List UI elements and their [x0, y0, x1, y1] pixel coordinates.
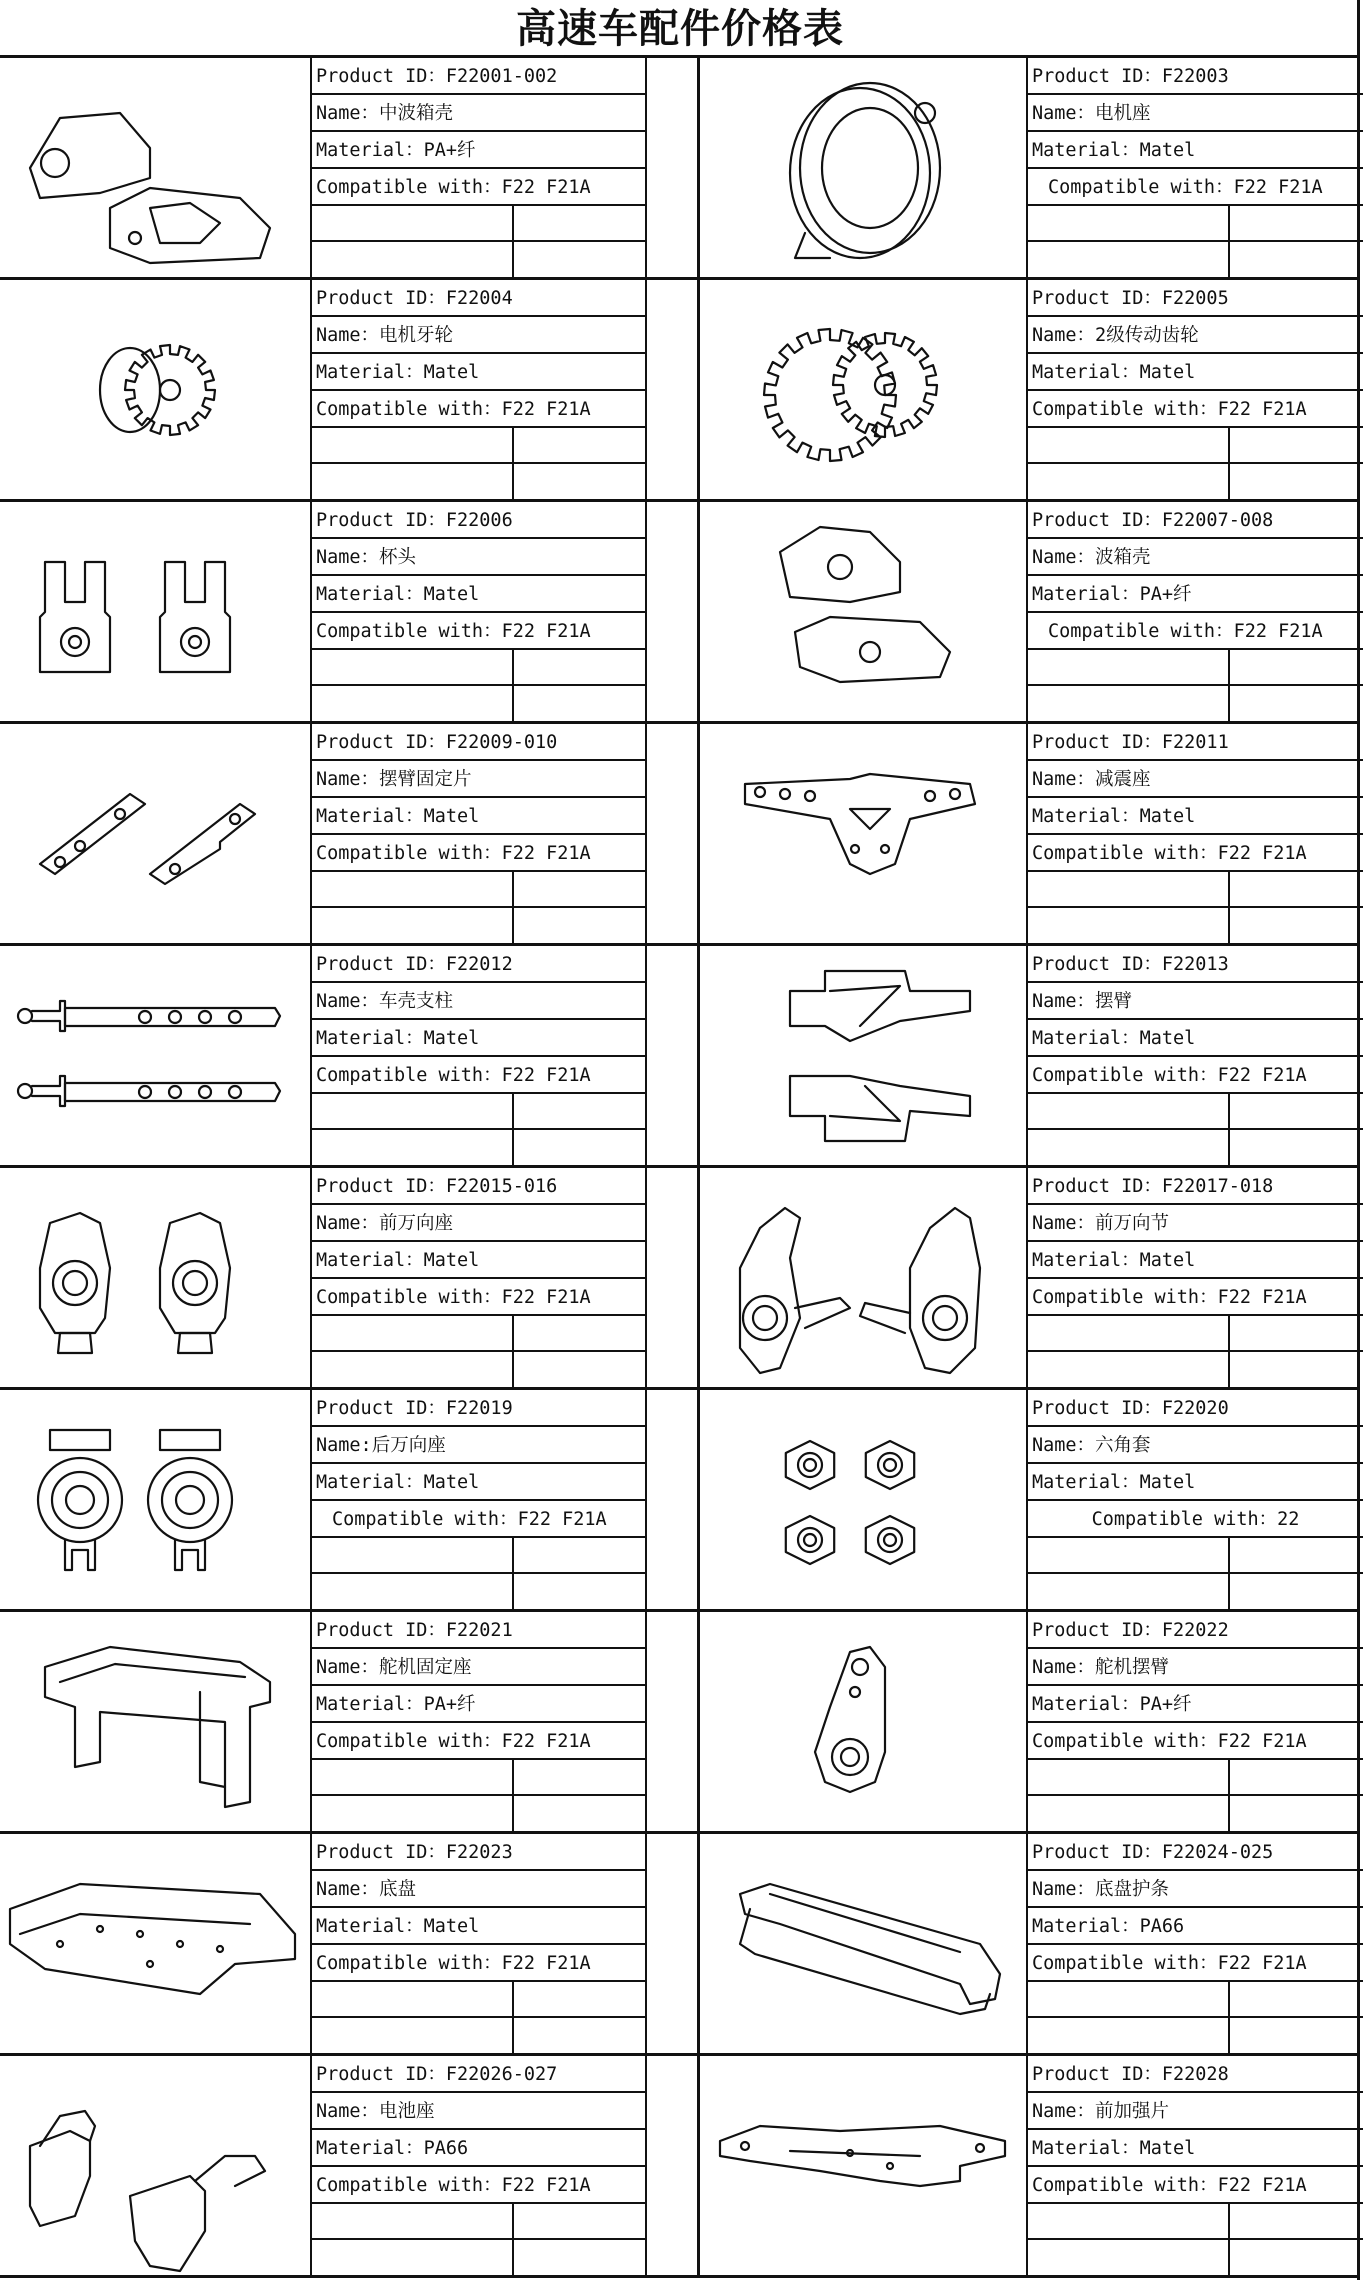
part-card — [0, 1834, 697, 2053]
parts-row — [0, 2056, 1360, 2278]
part-name: Name:后万向座 — [312, 1427, 645, 1464]
blank-price-row — [312, 464, 645, 500]
part-info — [310, 724, 647, 943]
column-divider — [512, 1316, 514, 1387]
part-compatibility: Compatible with：F22 F21A — [312, 613, 645, 650]
blank-price-row — [312, 2240, 645, 2276]
spacer-column — [647, 1390, 697, 1609]
spacer-column — [647, 1834, 697, 2053]
part-card — [0, 280, 697, 499]
part-info — [310, 1390, 647, 1609]
steering-knuckle-icon — [700, 1168, 1026, 1387]
part-name: Name：摆臂 — [1028, 983, 1363, 1020]
blank-price-row — [312, 872, 645, 908]
double-gear-icon — [700, 280, 1026, 499]
part-info — [310, 2056, 647, 2275]
part-card — [697, 1612, 1360, 1831]
part-info — [310, 1612, 647, 1831]
product-id: Product ID：F22003 — [1028, 58, 1363, 95]
product-id: Product ID：F22009-010 — [312, 724, 645, 761]
blank-price-row — [312, 1352, 645, 1388]
blank-price-row — [312, 1538, 645, 1574]
part-card — [0, 1168, 697, 1387]
product-id: Product ID：F22004 — [312, 280, 645, 317]
column-divider — [512, 1094, 514, 1165]
column-divider — [1228, 1316, 1230, 1387]
blank-price-row — [312, 1130, 645, 1166]
part-card — [697, 2056, 1360, 2275]
part-name: Name：前加强片 — [1028, 2093, 1363, 2130]
product-id: Product ID：F22019 — [312, 1390, 645, 1427]
part-card — [697, 280, 1360, 499]
blank-price-row — [1028, 1982, 1363, 2018]
blank-price-row — [1028, 1760, 1363, 1796]
front-hub-carrier-icon — [0, 1168, 310, 1387]
part-info — [310, 58, 647, 277]
blank-price-row — [1028, 686, 1363, 722]
blank-price-row — [312, 1316, 645, 1352]
chassis-side-guard-icon — [700, 1834, 1026, 2053]
part-card — [0, 58, 697, 277]
blank-price-row — [312, 2018, 645, 2054]
column-divider — [512, 206, 514, 277]
part-compatibility: Compatible with：F22 F21A — [1028, 1945, 1363, 1982]
page-title: 高速车配件价格表 — [0, 0, 1360, 58]
column-divider — [512, 1760, 514, 1831]
part-card — [697, 1834, 1360, 2053]
parts-row — [0, 58, 1360, 280]
part-name: Name：前万向座 — [312, 1205, 645, 1242]
part-info — [310, 946, 647, 1165]
part-material: Material：PA+纤 — [312, 132, 645, 169]
part-info — [310, 1834, 647, 2053]
part-card — [0, 1612, 697, 1831]
part-material: Material：Matel — [312, 798, 645, 835]
part-compatibility: Compatible with：F22 F21A — [1028, 169, 1363, 206]
blank-price-row — [312, 242, 645, 278]
part-material: Material：PA66 — [1028, 1908, 1363, 1945]
spacer-column — [647, 58, 697, 277]
part-compatibility: Compatible with：F22 F21A — [312, 391, 645, 428]
part-name: Name：电机座 — [1028, 95, 1363, 132]
part-card — [0, 946, 697, 1165]
part-material: Material：Matel — [1028, 132, 1363, 169]
part-info — [1026, 280, 1363, 499]
hex-hub-icon — [700, 1390, 1026, 1609]
product-id: Product ID：F22028 — [1028, 2056, 1363, 2093]
parts-row — [0, 1612, 1360, 1834]
part-name: Name：前万向节 — [1028, 1205, 1363, 1242]
product-id: Product ID：F22023 — [312, 1834, 645, 1871]
gearbox-housing-icon — [0, 58, 310, 277]
product-id: Product ID：F22012 — [312, 946, 645, 983]
spacer-column — [647, 1612, 697, 1831]
blank-price-row — [312, 1760, 645, 1796]
product-id: Product ID：F22021 — [312, 1612, 645, 1649]
part-card — [697, 724, 1360, 943]
part-name: Name：电机牙轮 — [312, 317, 645, 354]
blank-price-row — [312, 1796, 645, 1832]
spacer-column — [647, 2056, 697, 2275]
body-post-icon — [0, 946, 310, 1165]
product-id: Product ID：F22022 — [1028, 1612, 1363, 1649]
part-name: Name：2级传动齿轮 — [1028, 317, 1363, 354]
part-compatibility: Compatible with：F22 F21A — [1028, 2167, 1363, 2204]
blank-price-row — [1028, 2204, 1363, 2240]
blank-price-row — [312, 206, 645, 242]
part-compatibility: Compatible with：22 — [1028, 1501, 1363, 1538]
part-compatibility: Compatible with：F22 F21A — [312, 1501, 645, 1538]
column-divider — [512, 1538, 514, 1609]
part-name: Name：舵机摆臂 — [1028, 1649, 1363, 1686]
spacer-column — [647, 946, 697, 1165]
part-material: Material：Matel — [1028, 798, 1363, 835]
part-material: Material：Matel — [1028, 1242, 1363, 1279]
blank-price-row — [1028, 1316, 1363, 1352]
blank-price-row — [312, 1574, 645, 1610]
part-compatibility: Compatible with：F22 F21A — [312, 1279, 645, 1316]
part-material: Material：Matel — [312, 576, 645, 613]
part-info — [310, 280, 647, 499]
part-info — [1026, 1834, 1363, 2053]
part-card — [0, 1390, 697, 1609]
suspension-arm-icon — [700, 946, 1026, 1165]
column-divider — [1228, 1094, 1230, 1165]
product-id: Product ID：F22026-027 — [312, 2056, 645, 2093]
parts-row — [0, 280, 1360, 502]
part-compatibility: Compatible with：F22 F21A — [1028, 1057, 1363, 1094]
blank-price-row — [1028, 1574, 1363, 1610]
motor-mount-icon — [700, 58, 1026, 277]
blank-price-row — [312, 1982, 645, 2018]
product-id: Product ID：F22017-018 — [1028, 1168, 1363, 1205]
blank-price-row — [312, 686, 645, 722]
part-compatibility: Compatible with：F22 F21A — [312, 2167, 645, 2204]
cup-joint-icon — [0, 502, 310, 721]
blank-price-row — [1028, 1130, 1363, 1166]
blank-price-row — [1028, 908, 1363, 944]
front-brace-icon — [700, 2056, 1026, 2275]
servo-horn-icon — [700, 1612, 1026, 1831]
part-compatibility: Compatible with：F22 F21A — [312, 1723, 645, 1760]
part-name: Name：舵机固定座 — [312, 1649, 645, 1686]
part-compatibility: Compatible with：F22 F21A — [1028, 1723, 1363, 1760]
part-name: Name：波箱壳 — [1028, 539, 1363, 576]
part-material: Material：PA+纤 — [1028, 576, 1363, 613]
blank-price-row — [1028, 650, 1363, 686]
spacer-column — [647, 502, 697, 721]
part-info — [310, 502, 647, 721]
spacer-column — [647, 724, 697, 943]
blank-price-row — [1028, 1796, 1363, 1832]
part-name: Name：中波箱壳 — [312, 95, 645, 132]
column-divider — [1228, 1982, 1230, 2053]
part-info — [1026, 1168, 1363, 1387]
part-card — [697, 1390, 1360, 1609]
product-id: Product ID：F22024-025 — [1028, 1834, 1363, 1871]
part-info — [1026, 1390, 1363, 1609]
part-name: Name：底盘 — [312, 1871, 645, 1908]
arm-mount-plate-icon — [0, 724, 310, 943]
part-compatibility: Compatible with：F22 F21A — [1028, 613, 1363, 650]
blank-price-row — [312, 650, 645, 686]
spacer-column — [647, 1168, 697, 1387]
column-divider — [512, 2204, 514, 2275]
part-name: Name：摆臂固定片 — [312, 761, 645, 798]
part-material: Material：Matel — [1028, 2130, 1363, 2167]
part-material: Material：Matel — [1028, 354, 1363, 391]
part-material: Material：Matel — [312, 1464, 645, 1501]
blank-price-row — [1028, 1538, 1363, 1574]
parts-row — [0, 1834, 1360, 2056]
column-divider — [1228, 872, 1230, 943]
part-name: Name：车壳支柱 — [312, 983, 645, 1020]
blank-price-row — [312, 428, 645, 464]
parts-row — [0, 724, 1360, 946]
part-compatibility: Compatible with：F22 F21A — [312, 835, 645, 872]
part-card — [697, 502, 1360, 721]
part-name: Name：电池座 — [312, 2093, 645, 2130]
part-info — [1026, 946, 1363, 1165]
blank-price-row — [312, 2204, 645, 2240]
blank-price-row — [312, 908, 645, 944]
part-name: Name：六角套 — [1028, 1427, 1363, 1464]
part-compatibility: Compatible with：F22 F21A — [312, 1945, 645, 1982]
product-id: Product ID：F22011 — [1028, 724, 1363, 761]
parts-row — [0, 1168, 1360, 1390]
blank-price-row — [1028, 1094, 1363, 1130]
part-card — [697, 58, 1360, 277]
part-compatibility: Compatible with：F22 F21A — [1028, 835, 1363, 872]
part-card — [697, 1168, 1360, 1387]
part-material: Material：Matel — [1028, 1464, 1363, 1501]
part-compatibility: Compatible with：F22 F21A — [312, 169, 645, 206]
part-info — [1026, 502, 1363, 721]
parts-row — [0, 946, 1360, 1168]
battery-holder-icon — [0, 2056, 310, 2275]
rear-hub-carrier-icon — [0, 1390, 310, 1609]
spacer-column — [647, 280, 697, 499]
column-divider — [512, 650, 514, 721]
column-divider — [1228, 1538, 1230, 1609]
part-material: Material：Matel — [1028, 1020, 1363, 1057]
product-id: Product ID：F22005 — [1028, 280, 1363, 317]
gearbox-shell-icon — [700, 502, 1026, 721]
part-info — [1026, 58, 1363, 277]
part-material: Material：Matel — [312, 1908, 645, 1945]
blank-price-row — [1028, 206, 1363, 242]
part-material: Material：PA+纤 — [312, 1686, 645, 1723]
part-compatibility: Compatible with：F22 F21A — [1028, 391, 1363, 428]
blank-price-row — [1028, 2018, 1363, 2054]
column-divider — [1228, 2204, 1230, 2275]
blank-price-row — [1028, 464, 1363, 500]
part-info — [1026, 724, 1363, 943]
product-id: Product ID：F22001-002 — [312, 58, 645, 95]
part-card — [0, 2056, 697, 2275]
part-card — [0, 724, 697, 943]
product-id: Product ID：F22015-016 — [312, 1168, 645, 1205]
shock-tower-icon — [700, 724, 1026, 943]
blank-price-row — [1028, 428, 1363, 464]
column-divider — [1228, 206, 1230, 277]
part-material: Material：PA66 — [312, 2130, 645, 2167]
part-compatibility: Compatible with：F22 F21A — [312, 1057, 645, 1094]
part-info — [1026, 1612, 1363, 1831]
part-material: Material：Matel — [312, 354, 645, 391]
blank-price-row — [1028, 1352, 1363, 1388]
parts-row — [0, 1390, 1360, 1612]
part-info — [1026, 2056, 1363, 2275]
column-divider — [512, 428, 514, 499]
blank-price-row — [1028, 2240, 1363, 2276]
product-id: Product ID：F22013 — [1028, 946, 1363, 983]
column-divider — [512, 872, 514, 943]
product-id: Product ID：F22020 — [1028, 1390, 1363, 1427]
parts-row — [0, 502, 1360, 724]
part-name: Name：底盘护条 — [1028, 1871, 1363, 1908]
part-material: Material：Matel — [312, 1242, 645, 1279]
blank-price-row — [1028, 242, 1363, 278]
part-material: Material：PA+纤 — [1028, 1686, 1363, 1723]
product-id: Product ID：F22006 — [312, 502, 645, 539]
part-card — [697, 946, 1360, 1165]
part-name: Name：杯头 — [312, 539, 645, 576]
product-id: Product ID：F22007-008 — [1028, 502, 1363, 539]
part-card — [0, 502, 697, 721]
column-divider — [1228, 1760, 1230, 1831]
pinion-gear-icon — [0, 280, 310, 499]
column-divider — [1228, 428, 1230, 499]
column-divider — [1228, 650, 1230, 721]
part-compatibility: Compatible with：F22 F21A — [1028, 1279, 1363, 1316]
part-info — [310, 1168, 647, 1387]
part-name: Name：减震座 — [1028, 761, 1363, 798]
chassis-plate-icon — [0, 1834, 310, 2053]
part-material: Material：Matel — [312, 1020, 645, 1057]
blank-price-row — [312, 1094, 645, 1130]
blank-price-row — [1028, 872, 1363, 908]
column-divider — [512, 1982, 514, 2053]
servo-mount-icon — [0, 1612, 310, 1831]
